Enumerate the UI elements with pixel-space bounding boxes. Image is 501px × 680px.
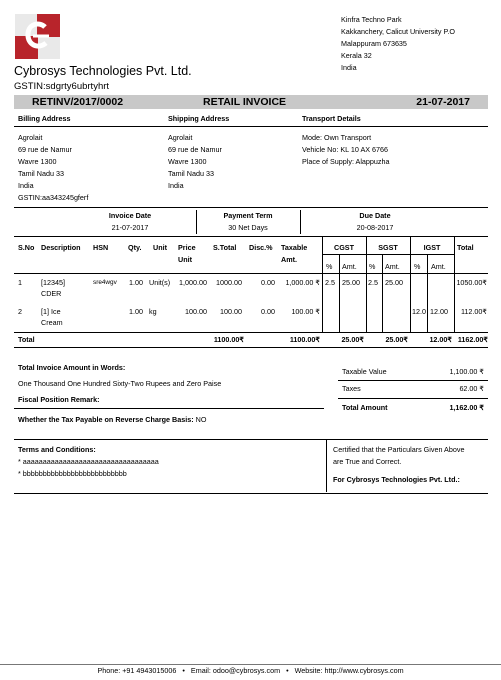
cell-desc: CDER xyxy=(41,289,62,298)
invoice-title-bar xyxy=(14,95,488,109)
totals-igst: 12.00₹ xyxy=(429,335,452,344)
billing-label: Billing Address xyxy=(18,114,71,123)
grid-line xyxy=(14,332,488,333)
invoice-date: 21-07-2017 xyxy=(416,96,470,108)
divider xyxy=(196,210,197,234)
th-price-unit: Unit xyxy=(178,255,192,264)
fiscal-label: Fiscal Position Remark: xyxy=(18,395,100,404)
th-igst-pct: % xyxy=(414,262,421,271)
company-address xyxy=(341,14,455,74)
certify-line: Certified that the Particulars Given Above xyxy=(333,445,465,454)
shipping-line: Agrolait xyxy=(168,133,193,142)
company-logo xyxy=(15,14,60,59)
footer-website[interactable]: Website: http://www.cybrosys.com xyxy=(294,666,404,675)
grid-line xyxy=(322,254,454,255)
footer-email[interactable]: Email: odoo@cybrosys.com xyxy=(190,666,281,675)
cell-total: 1050.00₹ xyxy=(456,278,487,287)
total-amount-value: 1,162.00 ₹ xyxy=(449,403,484,412)
terms-line: * bbbbbbbbbbbbbbbbbbbbbbbbbb xyxy=(18,469,127,478)
divider xyxy=(14,347,488,348)
taxable-value: 1,100.00 ₹ xyxy=(449,367,484,376)
grid-line xyxy=(339,254,340,332)
company-name: Cybrosys Technologies Pvt. Ltd. xyxy=(14,64,192,78)
th-hsn: HSN xyxy=(93,243,109,252)
shipping-line: India xyxy=(168,181,184,190)
billing-line: Agrolait xyxy=(18,133,43,142)
shipping-line: Wavre 1300 xyxy=(168,157,207,166)
shipping-label: Shipping Address xyxy=(168,114,230,123)
cell-price: 100.00 xyxy=(185,307,207,316)
transport-line: Place of Supply: Alappuzha xyxy=(302,157,390,166)
billing-line: 69 rue de Namur xyxy=(18,145,72,154)
th-sno: S.No xyxy=(18,243,35,252)
due-date-label: Due Date xyxy=(359,211,391,220)
address-line: Kinfra Techno Park xyxy=(341,15,402,24)
billing-line: India xyxy=(18,181,34,190)
divider xyxy=(338,398,488,399)
th-description: Description xyxy=(41,243,81,252)
cell-unit: kg xyxy=(149,307,157,316)
transport-label: Transport Details xyxy=(302,114,361,123)
th-sgst: SGST xyxy=(378,243,398,252)
grid-line xyxy=(382,254,383,332)
th-total: Total xyxy=(457,243,474,252)
items-table xyxy=(14,237,488,345)
cell-sno: 2 xyxy=(18,307,22,316)
th-price: Price xyxy=(178,243,196,252)
invoice-date-label: Invoice Date xyxy=(108,211,152,220)
address-line: Kerala 32 xyxy=(341,51,372,60)
billing-line: GSTIN:aa343245gferf xyxy=(18,193,89,202)
cell-sgst-amt: 25.00 xyxy=(385,278,403,287)
totals-label: Total xyxy=(18,335,35,344)
billing-line: Tamil Nadu 33 xyxy=(18,169,64,178)
reverse-charge-label: Whether the Tax Payable on Reverse Charge Basis: xyxy=(18,415,194,424)
th-igst-amt: Amt. xyxy=(431,262,446,271)
address-line: India xyxy=(341,63,357,72)
total-amount-label: Total Amount xyxy=(342,403,388,412)
due-date-value: 20-08-2017 xyxy=(356,223,394,232)
cell-price: 1,000.00 xyxy=(179,278,207,287)
cell-disc: 0.00 xyxy=(261,278,275,287)
cell-taxable: 100.00 ₹ xyxy=(291,307,320,316)
cell-hsn: sre4wgv xyxy=(93,279,117,286)
cell-total: 112.00₹ xyxy=(460,307,487,316)
grid-line xyxy=(410,237,411,332)
cell-cgst-amt: 25.00 xyxy=(342,278,360,287)
taxes-label: Taxes xyxy=(342,384,361,393)
grid-line xyxy=(322,237,323,332)
payment-term-value: 30 Net Days xyxy=(228,223,268,232)
divider xyxy=(14,493,488,494)
cell-sgst-pct: 2.5 xyxy=(368,278,378,287)
footer-separator: • xyxy=(182,666,185,675)
company-gstin: GSTIN:sdgrty6ubrtyhrt xyxy=(14,81,110,92)
divider xyxy=(326,440,327,492)
cell-stotal: 1000.00 xyxy=(216,278,242,287)
totals-stotal: 1100.00₹ xyxy=(213,335,244,344)
th-cgst-pct: % xyxy=(326,262,333,271)
th-qty: Qty. xyxy=(128,243,142,252)
divider xyxy=(14,408,324,409)
reverse-charge-value: NO xyxy=(195,415,207,424)
address-line: Malappuram 673635 xyxy=(341,39,407,48)
cell-qty: 1.00 xyxy=(129,278,143,287)
th-sgst-pct: % xyxy=(369,262,376,271)
cell-sno: 1 xyxy=(18,278,22,287)
cell-stotal: 100.00 xyxy=(220,307,242,316)
grid-line xyxy=(14,273,488,274)
cell-igst-amt: 12.00 xyxy=(430,307,448,316)
shipping-address xyxy=(168,132,222,192)
transport-line: Vehicle No: KL 10 AX 6766 xyxy=(302,145,389,154)
divider xyxy=(14,126,488,127)
invoice-date-value: 21-07-2017 xyxy=(111,223,149,232)
footer-divider xyxy=(0,664,501,665)
footer xyxy=(0,666,501,675)
cell-desc: Cream xyxy=(41,318,63,327)
invoice-title: RETAIL INVOICE xyxy=(203,96,287,108)
billing-address xyxy=(18,132,88,204)
amount-words: One Thousand One Hundred Sixty-Two Rupees and Zero Paise xyxy=(18,379,222,388)
th-stotal: S.Total xyxy=(213,243,237,252)
divider xyxy=(14,439,488,440)
totals-taxable: 1100.00₹ xyxy=(289,335,320,344)
payment-term-label: Payment Term xyxy=(223,211,273,220)
th-cgst: CGST xyxy=(334,243,354,252)
cell-disc: 0.00 xyxy=(261,307,275,316)
cell-igst-pct: 12.0 xyxy=(412,307,426,316)
th-taxable: Taxable xyxy=(281,243,308,252)
cell-cgst-pct: 2.5 xyxy=(325,278,335,287)
th-sgst-amt: Amt. xyxy=(385,262,400,271)
divider xyxy=(338,380,488,381)
totals-cgst: 25.00₹ xyxy=(341,335,364,344)
th-unit: Unit xyxy=(153,243,167,252)
logo-mark-icon xyxy=(15,14,60,59)
th-igst: IGST xyxy=(423,243,441,252)
cell-qty: 1.00 xyxy=(129,307,143,316)
shipping-line: Tamil Nadu 33 xyxy=(168,169,214,178)
transport-details xyxy=(302,132,390,168)
signatory: For Cybrosys Technologies Pvt. Ltd.: xyxy=(333,475,460,484)
totals-sgst: 25.00₹ xyxy=(385,335,408,344)
totals-total: 1162.00₹ xyxy=(457,335,488,344)
footer-separator: • xyxy=(286,666,289,675)
amount-words-label: Total Invoice Amount in Words: xyxy=(18,363,126,372)
cell-desc: [12345] xyxy=(41,278,65,287)
transport-line: Mode: Own Transport xyxy=(302,133,372,142)
divider xyxy=(300,210,301,234)
taxable-label: Taxable Value xyxy=(342,367,387,376)
cell-unit: Unit(s) xyxy=(149,278,171,287)
grid-line xyxy=(366,237,367,332)
th-disc: Disc.% xyxy=(249,243,273,252)
footer-phone: Phone: +91 4943015006 xyxy=(97,666,177,675)
th-cgst-amt: Amt. xyxy=(342,262,357,271)
cell-desc: [1] Ice xyxy=(41,307,61,316)
taxes-value: 62.00 ₹ xyxy=(459,384,484,393)
certify-line: are True and Correct. xyxy=(333,457,402,466)
invoice-number: RETINV/2017/0002 xyxy=(32,96,124,108)
cell-taxable: 1,000.00 ₹ xyxy=(285,278,320,287)
billing-line: Wavre 1300 xyxy=(18,157,57,166)
shipping-line: 69 rue de Namur xyxy=(168,145,222,154)
terms-line: * aaaaaaaaaaaaaaaaaaaaaaaaaaaaaaaaaa xyxy=(18,457,159,466)
divider xyxy=(14,207,488,208)
th-taxable-amt: Amt. xyxy=(281,255,297,264)
reverse-charge xyxy=(18,414,206,426)
grid-line xyxy=(427,254,428,332)
address-line: Kakkanchery, Calicut University P.O xyxy=(341,27,455,36)
terms-label: Terms and Conditions: xyxy=(18,445,96,454)
